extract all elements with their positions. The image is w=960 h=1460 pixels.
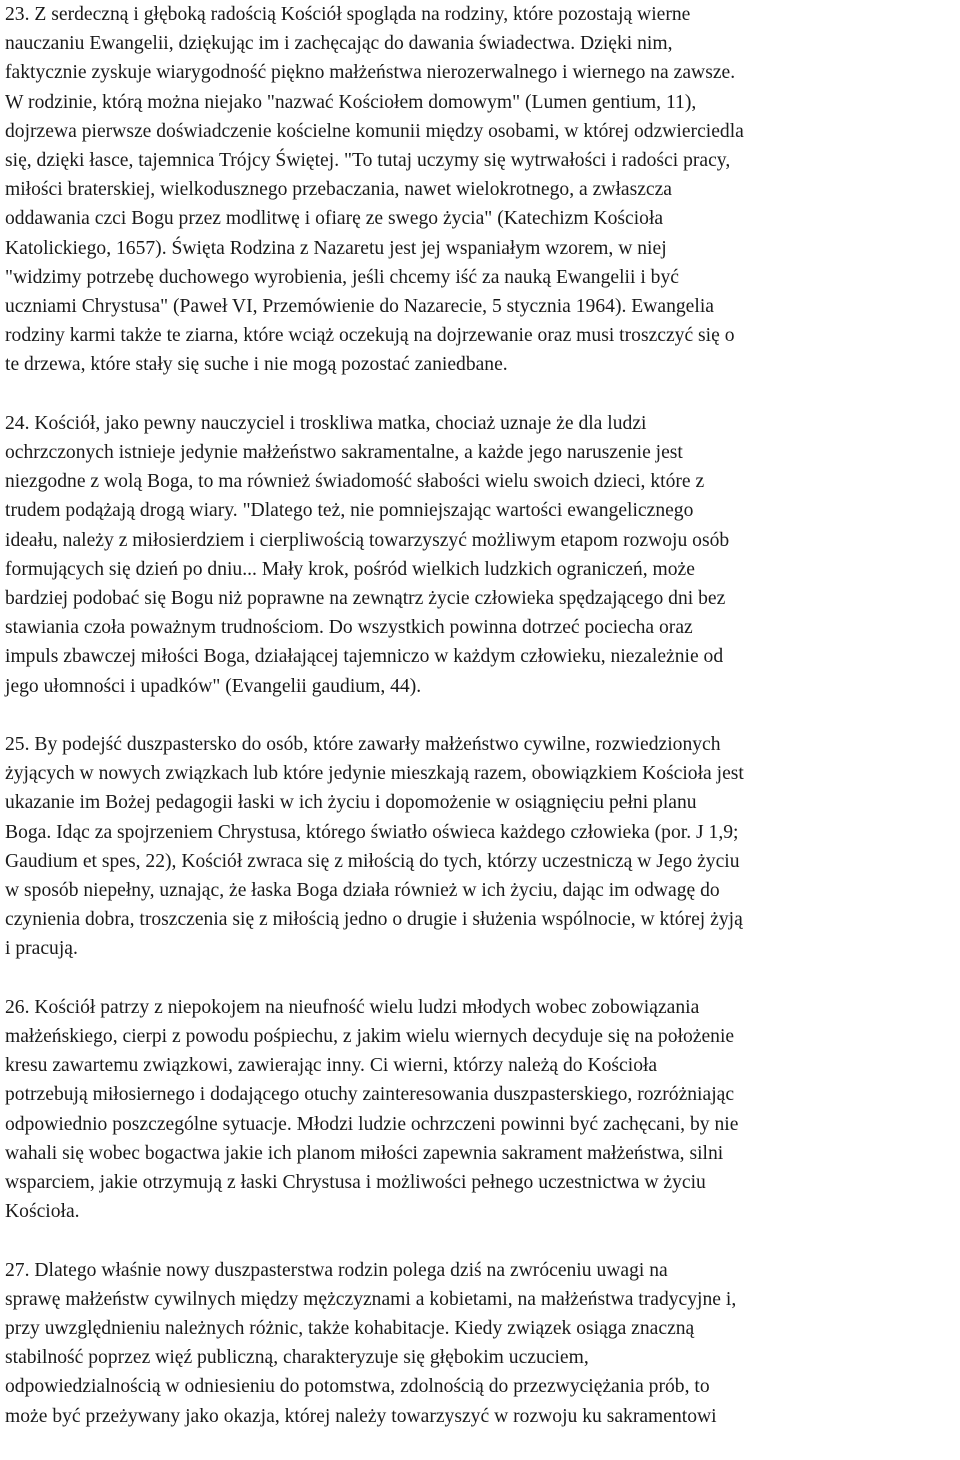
text-line: Gaudium et spes, 22), Kościół zwraca się z miłością do tych, którzy uczestniczą w Jego życiu (5, 850, 740, 872)
text-line: ochrzczonych istnieje jedynie małżeństwo sakramentalne, a każde jego naruszenie jest (5, 442, 683, 464)
text-line: kresu zawartemu związkowi, zawierając inny. Ci wierni, którzy należą do Kościoła (5, 1055, 658, 1077)
paragraph-23 (5, 0, 957, 380)
text-line: żyjących w nowych związkach lub które jedynie mieszkają razem, obowiązkiem Kościoła jest (5, 763, 744, 785)
text-line: Boga. Idąc za spojrzeniem Chrystusa, którego światło oświeca każdego człowieka (por. J 1,9; (5, 821, 739, 843)
text-line: przy uwzględnieniu należnych różnic, także kohabitacje. Kiedy związek osiąga znaczną (5, 1318, 695, 1340)
paragraph-24 (5, 409, 957, 701)
text-line: niezgodne z wolą Boga, to ma również świadomość słabości wielu swoich dzieci, które z (5, 471, 705, 493)
text-line: 24. Kościół, jako pewny nauczyciel i troskliwa matka, chociaż uznaje że dla ludzi (5, 412, 647, 434)
text-line: oddawania czci Bogu przez modlitwę i ofiarę ze swego życia" (Katechizm Kościoła (5, 208, 664, 230)
text-line: bardziej podobać się Bogu niż poprawne na zewnątrz życie człowieka spędzającego dni bez (5, 588, 726, 610)
text-line: i pracują. (5, 938, 78, 960)
text-line: Katolickiego, 1657). Święta Rodzina z Nazaretu jest jej wspaniałym wzorem, w niej (5, 237, 667, 259)
text-line: rodziny karmi także te ziarna, które wciąż oczekują na dojrzewanie oraz musi troszczyć się o (5, 325, 735, 347)
text-line: 27. Dlatego właśnie nowy duszpasterstwa rodzin polega dziś na zwróceniu uwagi na (5, 1259, 668, 1281)
text-line: stabilność poprzez więź publiczną, charakteryzuje się głębokim uczuciem, (5, 1347, 589, 1369)
text-line: te drzewa, które stały się suche i nie mogą pozostać zaniedbane. (5, 354, 508, 376)
text-line: miłości braterskiej, wielkodusznego przebaczania, nawet wielokrotnego, a zwłaszcza (5, 179, 672, 201)
text-line: wahali się wobec bogactwa jakie ich planom miłości zapewnia sakrament małżeństwa, silni (5, 1142, 724, 1164)
text-line: potrzebują miłosiernego i dodającego otuchy zainteresowania duszpasterskiego, rozróżniając (5, 1084, 735, 1106)
text-line: W rodzinie, którą można niejako "nazwać Kościołem domowym" (Lumen gentium, 11), (5, 91, 697, 113)
text-line: stawiania czoła poważnym trudnościom. Do wszystkich powinna dotrzeć pociecha oraz (5, 617, 693, 639)
text-line: Kościoła. (5, 1201, 80, 1223)
text-line: sprawę małżeństw cywilnych między mężczyznami a kobietami, na małżeństwa tradycyjne i, (5, 1288, 737, 1310)
text-line: ideału, należy z miłosierdziem i cierpliwością towarzyszyć możliwym etapom rozwoju osób (5, 529, 730, 551)
text-line: faktycznie zyskuje wiarygodność piękno małżeństwa nierozerwalnego i wiernego na zawsze. (5, 62, 736, 84)
paragraph-26 (5, 993, 957, 1227)
text-line: impuls zbawczej miłości Boga, działającej tajemniczo w każdym człowieku, niezależnie od (5, 646, 724, 668)
text-line: w sposób niepełny, uznając, że łaska Boga działa również w ich życiu, dając im odwagę do (5, 880, 720, 902)
text-line: czynienia dobra, troszczenia się z miłością jedno o drugie i służenia wspólnocie, w której żyją (5, 909, 743, 931)
text-line: odpowiednio poszczególne sytuacje. Młodzi ludzie ochrzczeni powinni być zachęcani, by nie (5, 1113, 739, 1135)
text-line: ukazanie im Bożej pedagogii łaski w ich życiu i dopomożenie w osiągnięciu pełni planu (5, 792, 697, 814)
text-line: 23. Z serdeczną i głęboką radością Kościół spogląda na rodziny, które pozostają wierne (5, 4, 691, 25)
text-line: trudem podążają drogą wiary. "Dlatego też, nie pomniejszając wartości ewangelicznego (5, 500, 694, 522)
text-line: dojrzewa pierwsze doświadczenie kościelne komunii między osobami, w której odzwierciedla (5, 120, 744, 142)
paragraph-27 (5, 1256, 957, 1431)
text-line: 26. Kościół patrzy z niepokojem na nieufność wielu ludzi młodych wobec zobowiązania (5, 996, 700, 1018)
text-line: małżeńskiego, cierpi z powodu pośpiechu, z jakim wielu wiernych decyduje się na położenie (5, 1026, 735, 1048)
paragraph-25 (5, 730, 957, 964)
text-line: się, dzięki łasce, tajemnica Trójcy Świętej. "To tutaj uczymy się wytrwałości i radości pracy, (5, 150, 731, 172)
text-line: formujących się dzień po dniu... Mały krok, pośród wielkich ludzkich ograniczeń, może (5, 558, 695, 580)
text-line: "widzimy potrzebę duchowego wyrobienia, jeśli chcemy iść za nauką Ewangelii i być (5, 266, 679, 288)
text-line: 25. By podejść duszpastersko do osób, które zawarły małżeństwo cywilne, rozwiedzionych (5, 734, 721, 756)
document-page (5, 0, 957, 1460)
text-line: nauczaniu Ewangelii, dziękując im i zachęcając do dawania świadectwa. Dzięki nim, (5, 33, 673, 55)
text-line: uczniami Chrystusa" (Paweł VI, Przemówienie do Nazarecie, 5 stycznia 1964). Ewangelia (5, 296, 714, 318)
text-line: jego ułomności i upadków" (Evangelii gaudium, 44). (5, 675, 422, 697)
text-line: może być przeżywany jako okazja, której należy towarzyszyć w rozwoju ku sakramentowi (5, 1405, 717, 1427)
text-line: odpowiedzialnością w odniesieniu do potomstwa, zdolnością do przezwyciężania prób, to (5, 1376, 710, 1398)
text-line: wsparciem, jakie otrzymują z łaski Chrystusa i możliwości pełnego uczestnictwa w życiu (5, 1172, 706, 1194)
